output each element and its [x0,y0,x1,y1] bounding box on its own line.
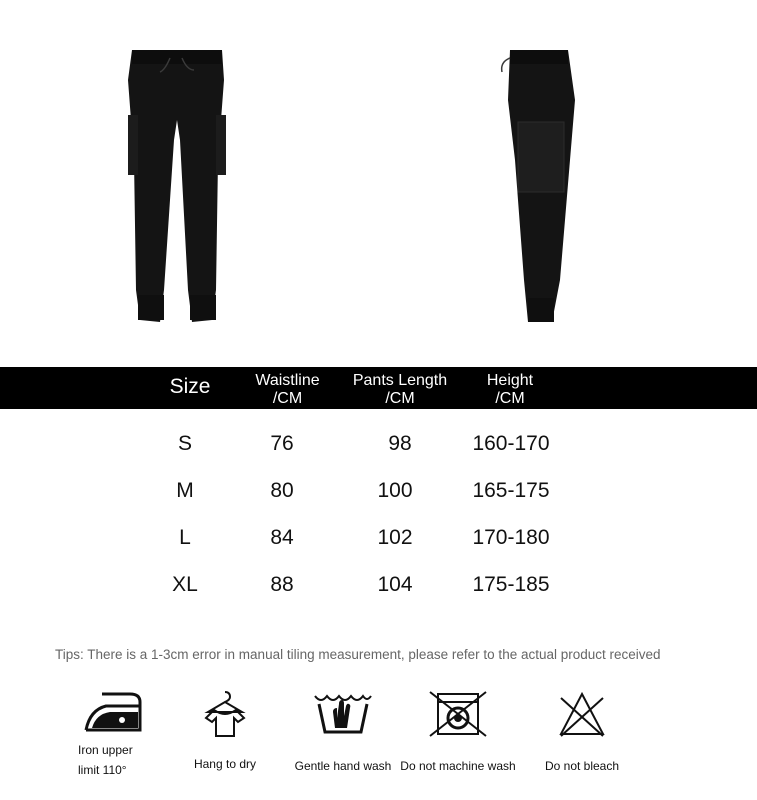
header-waistline: Waistline /CM [255,372,320,407]
waist-cell: 84 [270,526,294,549]
care-iron [78,690,148,780]
length-cell: 102 [377,526,413,549]
size-cell: XL [172,573,198,596]
size-table-header [0,367,757,409]
iron-icon [82,690,144,736]
header-pants-length: Pants Length /CM [352,372,448,407]
no-bleach-icon [557,690,607,738]
care-label: Do not machine wash [400,759,516,773]
care-label: limit 110° [78,763,127,777]
care-hang-dry [185,688,265,774]
care-label: Gentle hand wash [294,759,392,773]
care-label: Iron upper [78,743,133,757]
table-row [0,573,757,603]
no-machine-wash-icon [428,690,488,738]
table-row [0,479,757,509]
care-label: Do not bleach [544,759,620,773]
waist-cell: 80 [270,479,294,502]
care-no-bleach [537,690,627,776]
care-hand-wash [290,690,396,776]
height-cell: 160-170 [472,432,550,455]
table-row [0,432,757,462]
header-height: Height /CM [486,372,534,407]
height-cell: 170-180 [472,526,550,549]
length-cell: 104 [377,573,413,596]
size-cell: S [177,432,192,455]
size-cell: M [176,479,194,502]
length-cell: 98 [388,432,412,455]
height-cell: 175-185 [472,573,550,596]
pants-side-image [490,40,590,330]
height-cell: 165-175 [472,479,550,502]
size-cell: L [179,526,191,549]
hand-wash-icon [313,690,373,736]
measurement-tip: Tips: There is a 1-3cm error in manual tiling measurement, please refer to the actual product received [55,647,661,662]
care-no-machine-wash [398,690,518,776]
length-cell: 100 [377,479,413,502]
waist-cell: 88 [270,573,294,596]
care-label: Hang to dry [193,757,257,771]
pants-front-image [120,40,235,330]
waist-cell: 76 [270,432,294,455]
hanger-shirt-icon [202,688,248,740]
header-size: Size [169,375,211,398]
table-row [0,526,757,556]
